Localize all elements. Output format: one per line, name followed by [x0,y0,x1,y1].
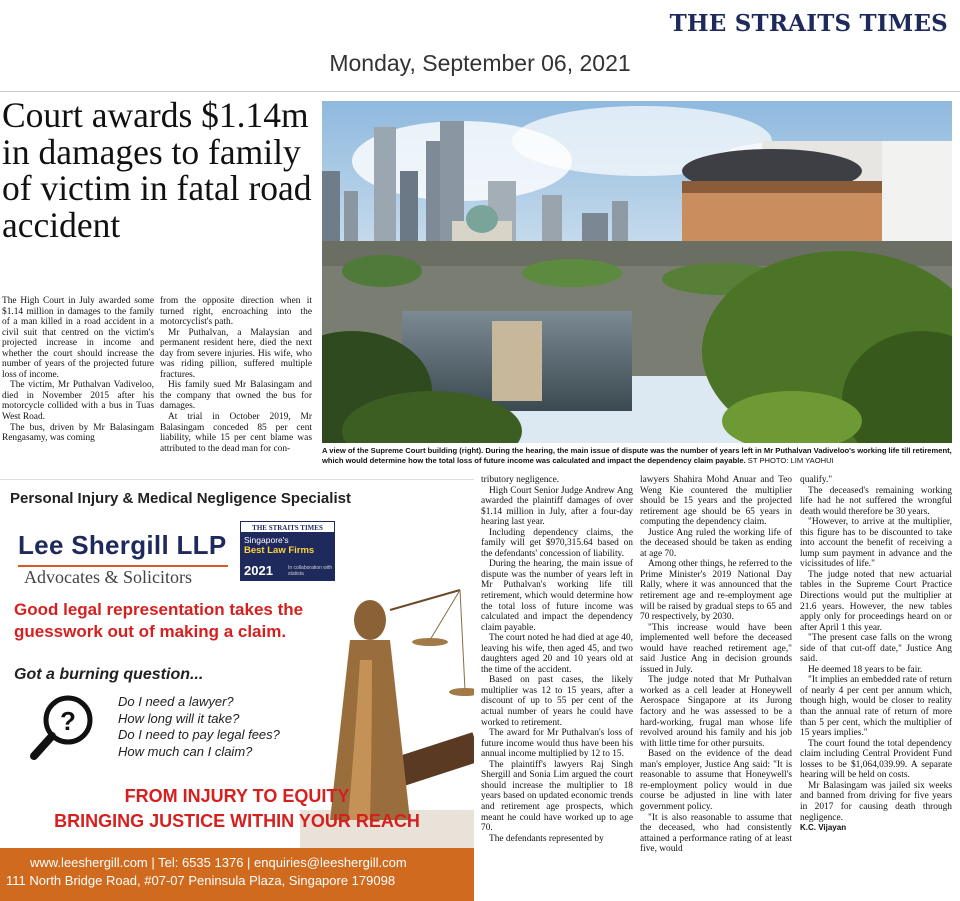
firm-name: Lee Shergill LLP [18,530,227,560]
advertisement [0,479,474,901]
ad-contact-footer [0,848,474,901]
slogan-line-1: FROM INJURY TO EQUITY [124,786,350,806]
paragraph: The judge noted that new actuarial tables in the Supreme Court Practice Directions would put the multiplier at 21.6 years. However, the new tables apply only for proceedings heard on or after April 1 this year. [800,569,952,633]
list-item: Do I need to pay legal fees? [118,727,280,742]
article-column-5 [800,475,952,834]
badge-year: 2021 [244,563,273,578]
ad-question-heading: Got a burning question... [14,666,204,683]
paragraph: "The present case falls on the wrong side of that cut-off date," Justice Ang said. [800,633,952,665]
photo-caption [322,446,954,466]
address-line: 111 North Bridge Road, #07-07 Peninsula Plaza, Singapore 179098 [6,873,396,888]
paragraph: The defendants represented by [489,833,604,844]
list-item: How long will it take? [118,710,240,726]
article-headline: Court awards $1.14m in damages to family of victim in fatal road accident [2,95,312,245]
paragraph: The judge noted that Mr Puthalvan worked as a cell leader at Honeywell Aerospace Singapore at its Jurong factory and he was assessed to be a hard-working, frugal man whose life revolved around his family and his job with little time for other pursuits. [640,675,792,749]
firm-subtitle: Advocates & Solicitors [24,567,192,587]
paragraph: The award for Mr Puthalvan's loss of future income would thus have been his annual income multiplied by 12 to 15. [481,728,633,760]
list-item: How much can I claim? [118,743,253,759]
paragraph: His family sued Mr Balasingam and the company that owned the bus for damages. [160,380,312,412]
list-item: Do I need a lawyer? [118,694,234,709]
paragraph: "It is also reasonable to assume that the deceased, who had consistently attained a performance rating of at least five, would [640,812,792,855]
paragraph: from the opposite direction when it turned right, encroaching into the motorcyclist's path. [160,296,312,328]
paragraph: "This increase would have been implemented well before the deceased would have reached retirement age," said Justice Ang in decision grounds issued in July. [640,622,792,675]
ad-slogan [0,784,474,834]
paragraph: Justice Ang ruled the working life of the deceased should be taken as ending at age 70. [640,527,792,559]
contact-line: www.leeshergill.com | Tel: 6535 1376 | enquiries@leeshergill.com [30,855,407,870]
header-divider [0,91,960,92]
paragraph: Mr Puthalvan, a Malaysian and permanent resident here, died the next day from severe injuries. His wife, who was riding pillion, suffered multiple fractures. [160,327,312,380]
paragraph: qualify." [800,475,833,485]
badge-line1: Singapore's [244,535,289,545]
paragraph: Including dependency claims, the family will get $970,315.64 based on the defendants' concession of liability. [481,527,633,559]
article-column-4 [640,475,792,855]
masthead: THE STRAITS TIMES [669,10,948,37]
paragraph: High Court Senior Judge Andrew Ang awarded the plaintiff damages of over $1.14 million in July, after a four-day hearing last year. [481,485,633,528]
byline: K.C. Vijayan [800,823,847,833]
paragraph: "However, to arrive at the multiplier, this figure has to be discounted to take into account the benefit of receiving a lump sum payment in advance and the vicissitudes of life." [800,517,952,570]
paragraph: Mr Balasingam was jailed six weeks and banned from driving for five years in 2017 for causing death through negligence. [800,780,952,823]
paragraph: Based on the evidence of the dead man's employer, Justice Ang said: "It is reasonable to assume that Honeywell's re-employment policy would in due course be adjusted in line with later government policy. [640,749,792,812]
photo-credit: ST PHOTO: LIM YAOHUI [747,456,834,466]
paragraph: At trial in October 2019, Mr Balasingam conceded 85 per cent liability, while 15 per cent blame was attributed to the dead man for con- [160,412,312,454]
best-law-firms-badge [240,521,335,581]
paragraph: The deceased's remaining working life had he not suffered the wrongful death would therefore be 30 years. [800,485,952,517]
ad-tagline: Good legal representation takes the guesswork out of making a claim. [14,600,304,641]
badge-masthead: THE STRAITS TIMES [240,521,335,533]
ad-headline: Personal Injury & Medical Negligence Specialist [10,490,351,507]
paragraph: Among other things, he referred to the Prime Minister's 2019 National Day Rally, where it was announced that the retirement age and re-employment age will be raised by gradual steps to 65 and 70 respectively, by 2030. [640,559,792,623]
paragraph: He deemed 18 years to be fair. [808,664,923,675]
caption-text: A view of the Supreme Court building (right). During the hearing, the main issue of dispute was the number of years left in Mr Puthalvan Vadiveloo's working life till retirement, which would determine how the total loss of future income was calculated and impact the dependency claim payable. [322,446,952,466]
issue-date: Monday, September 06, 2021 [329,50,631,76]
paragraph: The victim, Mr Puthalvan Vadiveloo, died in November 2015 after his motorcycle collided with a bus in Tuas West Road. [2,380,154,423]
svg-text:?: ? [60,706,76,736]
badge-line2: Best Law Firms [244,545,315,556]
paragraph: The plaintiff's lawyers Raj Singh Shergill and Sonia Lim argued the court should increase the multiplier to 18 years based on updated economic trends and retirement age prospects, which meant he could have worked up to age 70. [481,759,633,834]
paragraph: "It implies an embedded rate of return of nearly 4 per cent per annum which, though high, would be closer to reality than the annual rate of return of more than 5 per cent, which the multiplier of 15 years implies." [800,675,952,739]
ad-question-list [118,694,280,760]
slogan-line-2: BRINGING JUSTICE WITHIN YOUR REACH [54,811,420,831]
magnifier-question-icon [28,692,98,764]
article-column-2 [160,296,312,454]
article-column-3 [481,475,633,844]
paragraph: lawyers Shahira Mohd Anuar and Teo Weng Kie countered the multiplier should be 15 years and the projected retirement age should be 65 years in computing the dependency claim. [640,475,792,528]
paragraph: The bus, driven by Mr Balasingam Rengasamy, was coming [2,422,154,444]
paragraph: During the hearing, the main issue of dispute was the number of years left in Mr Puthalvan's working life till retirement, which would determine how the total loss of future income was calculated and impact the dependency claim payable. [481,559,633,633]
paragraph: The court found the total dependency claim including Central Provident Fund losses to be $1,064,039.99. A separate hearing will be held on costs. [800,738,952,781]
badge-partner: In collaboration with statista [288,565,333,577]
paragraph: The High Court in July awarded some $1.14 million in damages to the family of a man killed in a road accident in a civil suit that centred on the victim's projected increase in income and whether the court should increase the number of years of the projected future loss of income. [2,296,154,380]
article-column-1 [2,296,154,444]
article-photo [322,101,952,443]
paragraph: tributory negligence. [481,475,560,485]
paragraph: The court noted he had died at age 40, leaving his wife, then aged 45, and two daughters aged 20 and 10 years old at the time of the accident. [481,633,633,675]
paragraph: Based on past cases, the likely multiplier was 12 to 15 years, after a discount of up to 55 per cent of the actual number of years he could have worked to retirement. [481,675,633,728]
